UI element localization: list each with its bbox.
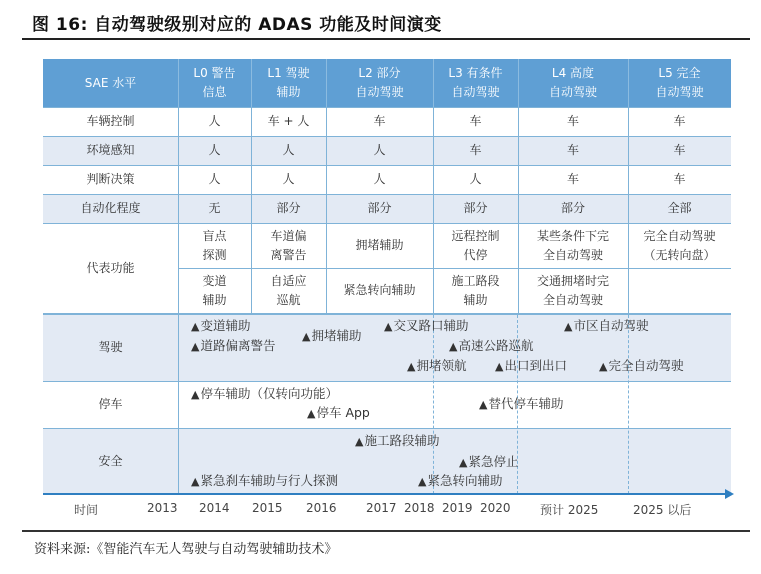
source-note: 资料来源:《智能汽车无人驾驶与自动驾驶辅助技术》 — [34, 542, 338, 557]
grid-line — [518, 107, 519, 313]
cell-l4: 部分 — [560, 201, 585, 215]
event-valet-parking-assist: ▲替代停车辅助 — [479, 396, 564, 411]
cell-l3: 人 — [469, 172, 482, 186]
function-adaptive-cruise: 自适应 巡航 — [270, 273, 307, 307]
tick-2015: 2015 — [252, 501, 283, 515]
triangle-marker-icon: ▲ — [191, 475, 200, 488]
cell-l5: 车 — [673, 114, 686, 128]
triangle-marker-icon: ▲ — [599, 360, 608, 373]
header-l2: L2 部分 自动驾驶 — [355, 66, 404, 99]
event-construction-zone-assist: ▲施工路段辅助 — [355, 433, 440, 448]
timeline-axis — [43, 493, 727, 495]
cell-l3: 车 — [469, 114, 482, 128]
triangle-marker-icon: ▲ — [302, 330, 311, 343]
tick-2016: 2016 — [306, 501, 337, 515]
row-label: 环境感知 — [86, 143, 135, 157]
cell-l1: 人 — [282, 172, 295, 186]
grid-line — [433, 59, 434, 107]
triangle-marker-icon: ▲ — [449, 340, 458, 353]
triangle-marker-icon: ▲ — [384, 320, 393, 333]
tick-2020: 2020 — [480, 501, 511, 515]
cell-l5: 全部 — [667, 201, 692, 215]
header-l0: L0 警告 信息 — [193, 66, 236, 99]
row-label: 判断决策 — [86, 172, 135, 186]
triangle-marker-icon: ▲ — [418, 475, 427, 488]
triangle-marker-icon: ▲ — [479, 398, 488, 411]
grid-line — [178, 59, 179, 107]
cell-l0: 无 — [208, 201, 221, 215]
tick-2019: 2019 — [442, 501, 473, 515]
triangle-marker-icon: ▲ — [191, 340, 200, 353]
event-traffic-jam-pilot: ▲拥堵领航 — [407, 358, 467, 373]
cell-l1: 部分 — [276, 201, 301, 215]
grid-line — [628, 59, 629, 107]
row-label: 安全 — [98, 453, 123, 468]
grid-line — [433, 107, 434, 313]
grid-line — [326, 59, 327, 107]
event-exit-to-exit: ▲出口到出口 — [495, 358, 567, 373]
event-traffic-jam-assist: ▲拥堵辅助 — [302, 328, 362, 343]
function-construction-zone: 施工路段 辅助 — [451, 273, 500, 307]
cell-l2: 人 — [373, 172, 386, 186]
cell-l0: 人 — [208, 143, 221, 157]
title-divider — [22, 38, 750, 40]
event-emergency-stop: ▲紧急停止 — [459, 454, 519, 469]
cell-l4: 车 — [566, 172, 579, 186]
dashed-divider — [628, 315, 629, 494]
function-full-auto-no-wheel: 完全自动驾驶 （无转向盘） — [643, 228, 716, 262]
figure-title: 图 16: 自动驾驶级别对应的 ADAS 功能及时间演变 — [32, 15, 442, 35]
function-emergency-steering: 紧急转向辅助 — [343, 283, 416, 297]
axis-label: 时间 — [74, 503, 99, 517]
event-highway-cruise: ▲高速公路巡航 — [449, 338, 534, 353]
header-sae: SAE 水平 — [84, 75, 137, 90]
footer-divider — [22, 530, 750, 532]
function-conditional-full-auto: 某些条件下完 全自动驾驶 — [536, 228, 609, 262]
event-lane-change-assist: ▲变道辅助 — [191, 318, 251, 333]
cell-l5: 车 — [673, 172, 686, 186]
function-remote-parking: 远程控制 代停 — [451, 228, 500, 262]
event-emergency-steering-assist: ▲紧急转向辅助 — [418, 473, 503, 488]
triangle-marker-icon: ▲ — [407, 360, 416, 373]
cell-l4: 车 — [566, 143, 579, 157]
function-traffic-jam-assist: 拥堵辅助 — [355, 238, 404, 252]
row-label: 停车 — [98, 397, 123, 411]
triangle-marker-icon: ▲ — [564, 320, 573, 333]
triangle-marker-icon: ▲ — [191, 388, 200, 401]
cell-l0: 人 — [208, 114, 221, 128]
tick-2025-forecast: 预计 2025 — [540, 503, 599, 517]
cell-l2: 人 — [373, 143, 386, 157]
event-intersection-assist: ▲交叉路口辅助 — [384, 318, 469, 333]
header-l1: L1 驾驶 辅助 — [267, 66, 310, 99]
grid-line — [251, 107, 252, 313]
header-l4: L4 高度 自动驾驶 — [548, 66, 597, 99]
grid-line — [628, 107, 629, 313]
triangle-marker-icon: ▲ — [307, 407, 316, 420]
function-lane-departure: 车道偏 离警告 — [270, 228, 307, 262]
grid-line — [326, 107, 327, 313]
cell-l1: 人 — [282, 143, 295, 157]
row-label: 自动化程度 — [80, 201, 141, 215]
dashed-divider — [433, 315, 434, 494]
header-l5: L5 完全 自动驾驶 — [655, 66, 704, 99]
triangle-marker-icon: ▲ — [355, 435, 364, 448]
row-label: 代表功能 — [86, 260, 135, 275]
event-lane-departure-warning: ▲道路偏离警告 — [191, 338, 276, 353]
triangle-marker-icon: ▲ — [495, 360, 504, 373]
triangle-marker-icon: ▲ — [459, 456, 468, 469]
header-l3: L3 有条件 自动驾驶 — [448, 66, 503, 99]
tick-2018: 2018 — [404, 501, 435, 515]
function-traffic-jam-full-auto: 交通拥堵时完 全自动驾驶 — [536, 273, 609, 307]
grid-line — [178, 268, 731, 269]
tick-2013: 2013 — [147, 501, 178, 515]
cell-l1: 车 + 人 — [267, 114, 310, 128]
tick-after-2025: 2025 以后 — [633, 503, 692, 517]
event-parking-app: ▲停车 App — [307, 405, 370, 420]
cell-l0: 人 — [208, 172, 221, 186]
arrow-right-icon — [725, 489, 734, 499]
grid-line — [518, 59, 519, 107]
event-urban-autonomous: ▲市区自动驾驶 — [564, 318, 649, 333]
cell-l3: 部分 — [463, 201, 488, 215]
event-parking-assist-steering: ▲停车辅助（仅转向功能） — [191, 386, 338, 401]
triangle-marker-icon: ▲ — [191, 320, 200, 333]
cell-l5: 车 — [673, 143, 686, 157]
grid-line — [178, 107, 179, 494]
cell-l2: 车 — [373, 114, 386, 128]
row-label: 驾驶 — [98, 339, 123, 354]
cell-l4: 车 — [566, 114, 579, 128]
function-blind-spot: 盲点 探测 — [202, 228, 227, 262]
event-aeb-pedestrian: ▲紧急刹车辅助与行人探测 — [191, 473, 338, 488]
grid-line — [251, 59, 252, 107]
cell-l3: 车 — [469, 143, 482, 157]
event-full-autonomous: ▲完全自动驾驶 — [599, 358, 684, 373]
tick-2014: 2014 — [199, 501, 230, 515]
row-label: 车辆控制 — [86, 114, 135, 128]
tick-2017: 2017 — [366, 501, 397, 515]
function-lane-change: 变道 辅助 — [202, 273, 227, 307]
cell-l2: 部分 — [367, 201, 392, 215]
